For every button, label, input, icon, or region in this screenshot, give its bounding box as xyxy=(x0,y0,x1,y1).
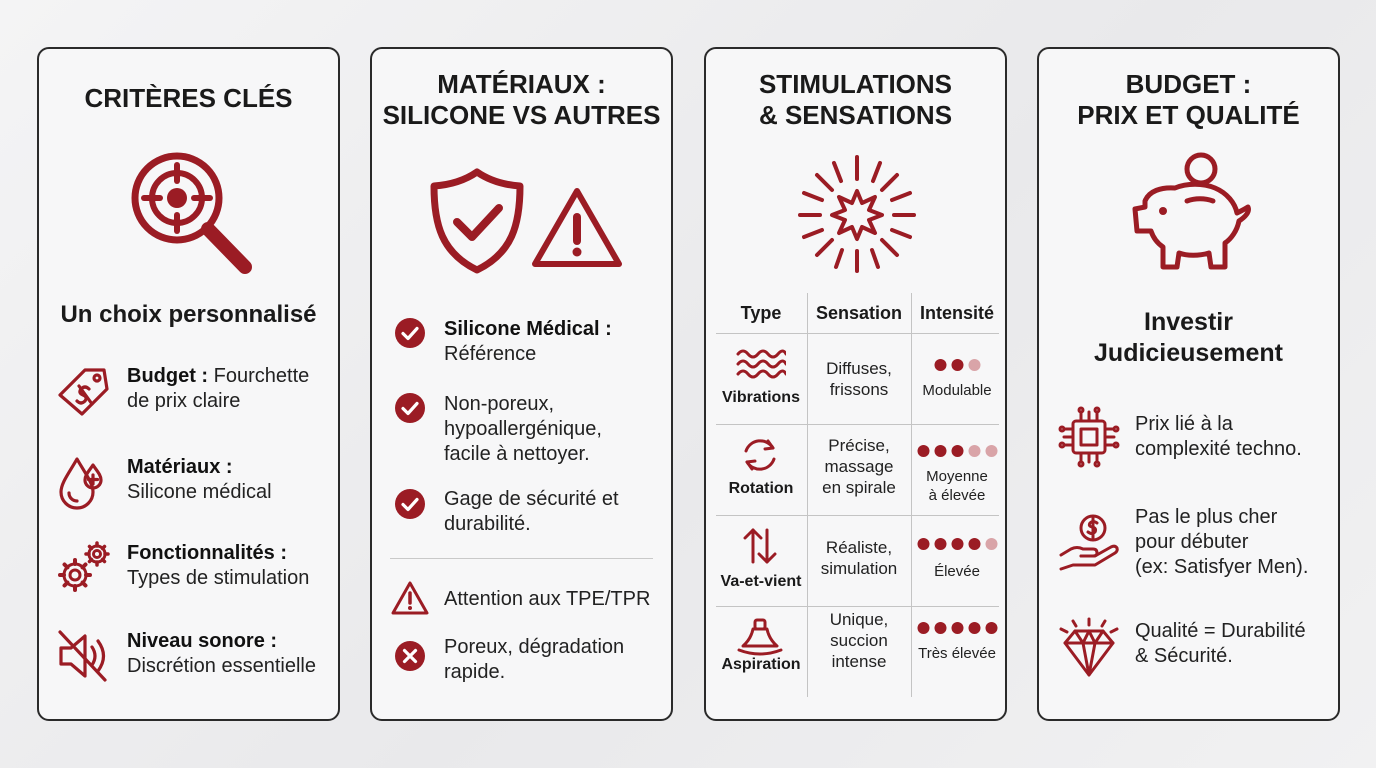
intensity-dots xyxy=(912,621,1002,635)
mute-icon xyxy=(55,627,113,685)
intensity-dot-row xyxy=(915,621,1000,635)
card-title-line: & SENSATIONS xyxy=(758,100,953,130)
intensity-level xyxy=(912,562,1002,581)
criteria-detail: Discrétion essentielle xyxy=(127,655,316,677)
card-title-line: SILICONE VS AUTRES xyxy=(382,100,661,130)
intensity-dot-empty xyxy=(985,445,997,457)
sensation-text xyxy=(808,435,910,498)
card-materials xyxy=(370,47,673,721)
divider xyxy=(390,558,653,559)
subtitle-line: Investir xyxy=(1144,308,1233,336)
waves-icon xyxy=(734,344,786,384)
criteria-item-features xyxy=(55,539,335,599)
table-row xyxy=(716,425,999,516)
intensity-dot-filled xyxy=(968,622,980,634)
card-key-criteria xyxy=(37,47,340,721)
pro-text xyxy=(444,392,602,467)
card-budget xyxy=(1037,47,1340,721)
criteria-label: Niveau sonore : xyxy=(127,630,278,652)
intensity-dots xyxy=(912,358,1002,372)
pro-label: Silicone Médical : xyxy=(444,318,612,340)
sensation-line: Réaliste, xyxy=(825,538,893,557)
intensity-level xyxy=(912,381,1002,400)
card-stimulations xyxy=(704,47,1007,721)
rotation-icon xyxy=(734,435,786,475)
intensity-dots xyxy=(912,537,1002,551)
intensity-level-line: à élevée xyxy=(928,487,986,504)
con-text xyxy=(444,587,650,612)
criteria-item-noise xyxy=(55,627,335,687)
intensity-dot-filled xyxy=(917,538,929,550)
criteria-item-materials xyxy=(55,453,335,513)
budget-text xyxy=(1135,619,1306,669)
criteria-text xyxy=(127,541,309,591)
con-detail: Poreux, dégradation xyxy=(444,636,625,658)
card-title-line: PRIX ET QUALITÉ xyxy=(1077,100,1300,130)
card-title-line: BUDGET : xyxy=(1125,69,1252,99)
con-text xyxy=(444,635,624,685)
pro-text xyxy=(444,317,612,367)
intensity-dot-row xyxy=(932,358,983,372)
sensation-text xyxy=(808,609,910,672)
intensity-dot-filled xyxy=(934,445,946,457)
criteria-label: Budget : xyxy=(127,365,209,387)
sensation-line: frissons xyxy=(829,380,889,399)
gears-icon xyxy=(55,539,113,597)
intensity-dot-filled xyxy=(968,538,980,550)
sensation-line: massage xyxy=(824,457,894,476)
criteria-detail: de prix claire xyxy=(127,390,241,412)
budget-line: complexité techno. xyxy=(1135,438,1302,460)
budget-line: Prix lié à la xyxy=(1135,413,1233,435)
shield-check-icon xyxy=(428,167,526,275)
intensity-dot-filled xyxy=(934,622,946,634)
sensation-text xyxy=(808,537,910,579)
check-icon xyxy=(394,317,426,349)
table-header: Type xyxy=(740,303,782,323)
cross-icon xyxy=(394,640,426,672)
intensity-dot-empty xyxy=(968,359,980,371)
piggy-bank-icon xyxy=(1127,151,1253,275)
intensity-level-line: Très élevée xyxy=(918,645,996,662)
intensity-level-line: Modulable xyxy=(922,382,992,399)
card-title xyxy=(706,69,1005,131)
table-row xyxy=(716,607,999,698)
intensity-dot-filled xyxy=(951,359,963,371)
budget-line: (ex: Satisfyer Men). xyxy=(1135,556,1309,578)
sensation-line: intense xyxy=(831,652,887,671)
budget-text xyxy=(1135,412,1302,462)
intensity-dot-filled xyxy=(917,622,929,634)
diamond-icon xyxy=(1057,615,1121,679)
card-title-line: CRITÈRES CLÉS xyxy=(84,83,293,113)
intensity-dot-filled xyxy=(934,538,946,550)
hand-coin-icon xyxy=(1057,509,1121,573)
check-icon xyxy=(394,488,426,520)
card-title-line: STIMULATIONS xyxy=(758,69,953,99)
burst-icon xyxy=(796,153,918,273)
type-label: Vibrations xyxy=(722,389,800,406)
warning-triangle-icon xyxy=(530,185,624,269)
up-down-arrows-icon xyxy=(734,526,786,566)
criteria-item-budget xyxy=(55,362,335,422)
suction-cup-icon xyxy=(734,617,786,657)
criteria-detail: Fourchette xyxy=(208,365,310,387)
pro-detail: durabilité. xyxy=(444,513,531,535)
intensity-dot-row xyxy=(915,444,1000,458)
card-title xyxy=(1039,69,1338,131)
card-title-line: MATÉRIAUX : xyxy=(437,69,606,99)
drop-plus-icon xyxy=(55,453,113,511)
budget-line: pour débuter xyxy=(1135,531,1249,553)
table-row xyxy=(716,516,999,607)
card-title xyxy=(372,69,671,131)
criteria-text xyxy=(127,364,309,414)
con-detail: Attention aux TPE/TPR xyxy=(444,588,651,610)
intensity-dot-row xyxy=(915,537,1000,551)
type-label: Rotation xyxy=(728,480,794,497)
pro-detail: Gage de sécurité et xyxy=(444,488,619,510)
table-header: Sensation xyxy=(815,303,903,323)
target-magnifier-icon xyxy=(127,151,255,277)
criteria-text xyxy=(127,629,316,679)
type-label: Va-et-vient xyxy=(720,573,802,590)
check-icon xyxy=(394,392,426,424)
pro-detail: Non-poreux, xyxy=(444,393,555,415)
chip-icon xyxy=(1057,405,1121,469)
subtitle xyxy=(1039,307,1338,369)
intensity-dot-filled xyxy=(951,622,963,634)
sensation-line: Unique, xyxy=(829,610,889,629)
subtitle-line: Judicieusement xyxy=(1094,339,1283,367)
sensation-line: succion xyxy=(830,631,888,650)
intensity-level-line: Élevée xyxy=(934,563,980,580)
sensation-line: Précise, xyxy=(828,436,890,455)
intensity-dot-filled xyxy=(951,538,963,550)
intensity-dots xyxy=(912,444,1002,458)
table-header: Intensité xyxy=(919,303,994,323)
criteria-label: Fonctionnalités : xyxy=(127,542,287,564)
table-row xyxy=(716,334,999,425)
criteria-text xyxy=(127,455,272,505)
intensity-level xyxy=(912,467,1002,505)
intensity-dot-filled xyxy=(951,445,963,457)
budget-line: Pas le plus cher xyxy=(1135,506,1278,528)
budget-text xyxy=(1135,505,1308,580)
intensity-dot-empty xyxy=(985,538,997,550)
sensation-line: Diffuses, xyxy=(826,359,892,378)
type-label: Aspiration xyxy=(721,656,801,673)
warning-icon xyxy=(390,580,430,616)
sensation-line: en spirale xyxy=(822,478,896,497)
intensity-level xyxy=(912,644,1002,663)
criteria-label: Matériaux : xyxy=(127,456,233,478)
subtitle: Un choix personnalisé xyxy=(60,301,317,328)
intensity-dot-filled xyxy=(917,445,929,457)
price-tag-icon xyxy=(55,362,113,420)
criteria-detail: Silicone médical xyxy=(127,481,272,503)
budget-line: & Sécurité. xyxy=(1135,645,1233,667)
pro-detail: Référence xyxy=(444,343,537,365)
con-detail: rapide. xyxy=(444,661,506,683)
pro-detail: facile à nettoyer. xyxy=(444,443,590,465)
intensity-dot-filled xyxy=(985,622,997,634)
criteria-detail: Types de stimulation xyxy=(127,567,310,589)
pro-text xyxy=(444,487,619,537)
sensation-text xyxy=(808,358,910,400)
intensity-level-line: Moyenne xyxy=(926,468,988,485)
sensation-line: simulation xyxy=(820,559,898,578)
intensity-dot-empty xyxy=(968,445,980,457)
budget-line: Qualité = Durabilité xyxy=(1135,620,1306,642)
card-title xyxy=(39,83,338,114)
intensity-dot-filled xyxy=(934,359,946,371)
pro-detail: hypoallergénique, xyxy=(444,418,602,440)
